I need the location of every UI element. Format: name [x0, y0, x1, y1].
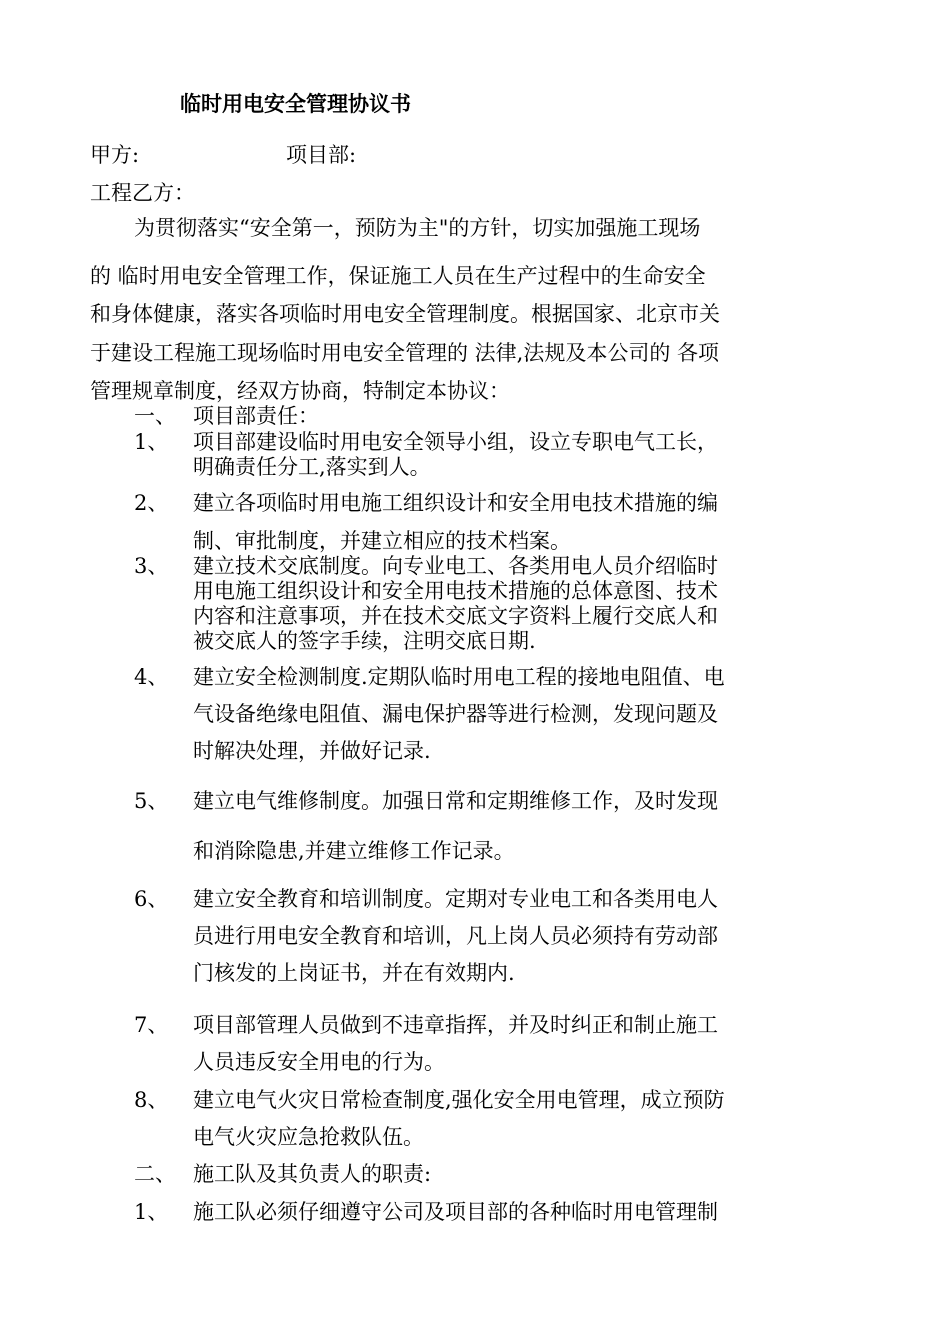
list-item-line: 建立安全教育和培训制度。定期对专业电工和各类用电人	[193, 887, 718, 911]
list-item-line: 施工队必须仔细遵守公司及项目部的各种临时用电管理制	[193, 1200, 718, 1224]
list-item-number: 7、	[134, 1013, 169, 1037]
intro-line: 于建设工程施工现场临时用电安全管理的 法律,法规及本公司的 各项	[90, 341, 720, 365]
section-number: 二、	[134, 1162, 176, 1186]
list-item-number: 2、	[134, 491, 169, 515]
list-item-line: 用电施工组织设计和安全用电技术措施的总体意图、技术	[193, 579, 718, 603]
list-item-line: 建立安全检测制度.定期队临时用电工程的接地电阻值、电	[193, 665, 725, 689]
list-item-line: 气设备绝缘电阻值、漏电保护器等进行检测，发现问题及	[193, 702, 718, 726]
list-item-line: 项目部建设临时用电安全领导小组，设立专职电气工长，	[193, 430, 718, 454]
list-item-number: 4、	[134, 665, 169, 689]
list-item-line: 人员违反安全用电的行为。	[193, 1050, 445, 1074]
document-title: 临时用电安全管理协议书	[180, 92, 411, 116]
list-item-line: 建立电气维修制度。加强日常和定期维修工作，及时发现	[193, 789, 718, 813]
list-item-line: 制、审批制度，并建立相应的技术档案。	[193, 529, 571, 553]
list-item-number: 8、	[134, 1088, 169, 1112]
list-item-line: 被交底人的签字手续，注明交底日期.	[193, 629, 536, 653]
list-item-line: 项目部管理人员做到不违章指挥，并及时纠正和制止施工	[193, 1013, 718, 1037]
project-dept-label: 项目部:	[286, 143, 357, 167]
list-item-line: 员进行用电安全教育和培训，凡上岗人员必须持有劳动部	[193, 924, 718, 948]
section-title: 施工队及其负责人的职责:	[193, 1162, 432, 1186]
list-item-line: 建立电气火灾日常检查制度,强化安全用电管理，成立预防	[193, 1088, 725, 1112]
list-item-number: 1、	[134, 1200, 169, 1224]
list-item-line: 建立技术交底制度。向专业电工、各类用电人员介绍临时	[193, 554, 718, 578]
list-item-line: 时解决处理，并做好记录.	[193, 739, 431, 763]
intro-line: 为贯彻落实“安全第一，预防为主"的方针，切实加强施工现场	[134, 216, 701, 240]
list-item-number: 3、	[134, 554, 169, 578]
intro-line: 管理规章制度，经双方协商，特制定本协议：	[90, 379, 510, 403]
intro-line: 和身体健康，落实各项临时用电安全管理制度。根据国家、北京市关	[90, 302, 720, 326]
intro-line: 的 临时用电安全管理工作，保证施工人员在生产过程中的生命安全	[90, 264, 706, 288]
list-item-number: 1、	[134, 430, 169, 454]
list-item-line: 电气火灾应急抢救队伍。	[193, 1125, 424, 1149]
party-b-label: 工程乙方：	[90, 181, 195, 205]
list-item-line: 门核发的上岗证书，并在有效期内.	[193, 961, 515, 985]
list-item-number: 5、	[134, 789, 169, 813]
section-title: 项目部责任：	[193, 404, 319, 428]
list-item-line: 和消除隐患,并建立维修工作记录。	[193, 839, 515, 863]
list-item-line: 内容和注意事项，并在技术交底文字资料上履行交底人和	[193, 604, 718, 628]
list-item-line: 明确责任分工,落实到人。	[193, 455, 431, 479]
party-a-label: 甲方:	[90, 143, 140, 167]
list-item-line: 建立各项临时用电施工组织设计和安全用电技术措施的编	[193, 491, 718, 515]
section-number: 一、	[134, 404, 176, 428]
list-item-number: 6、	[134, 887, 169, 911]
